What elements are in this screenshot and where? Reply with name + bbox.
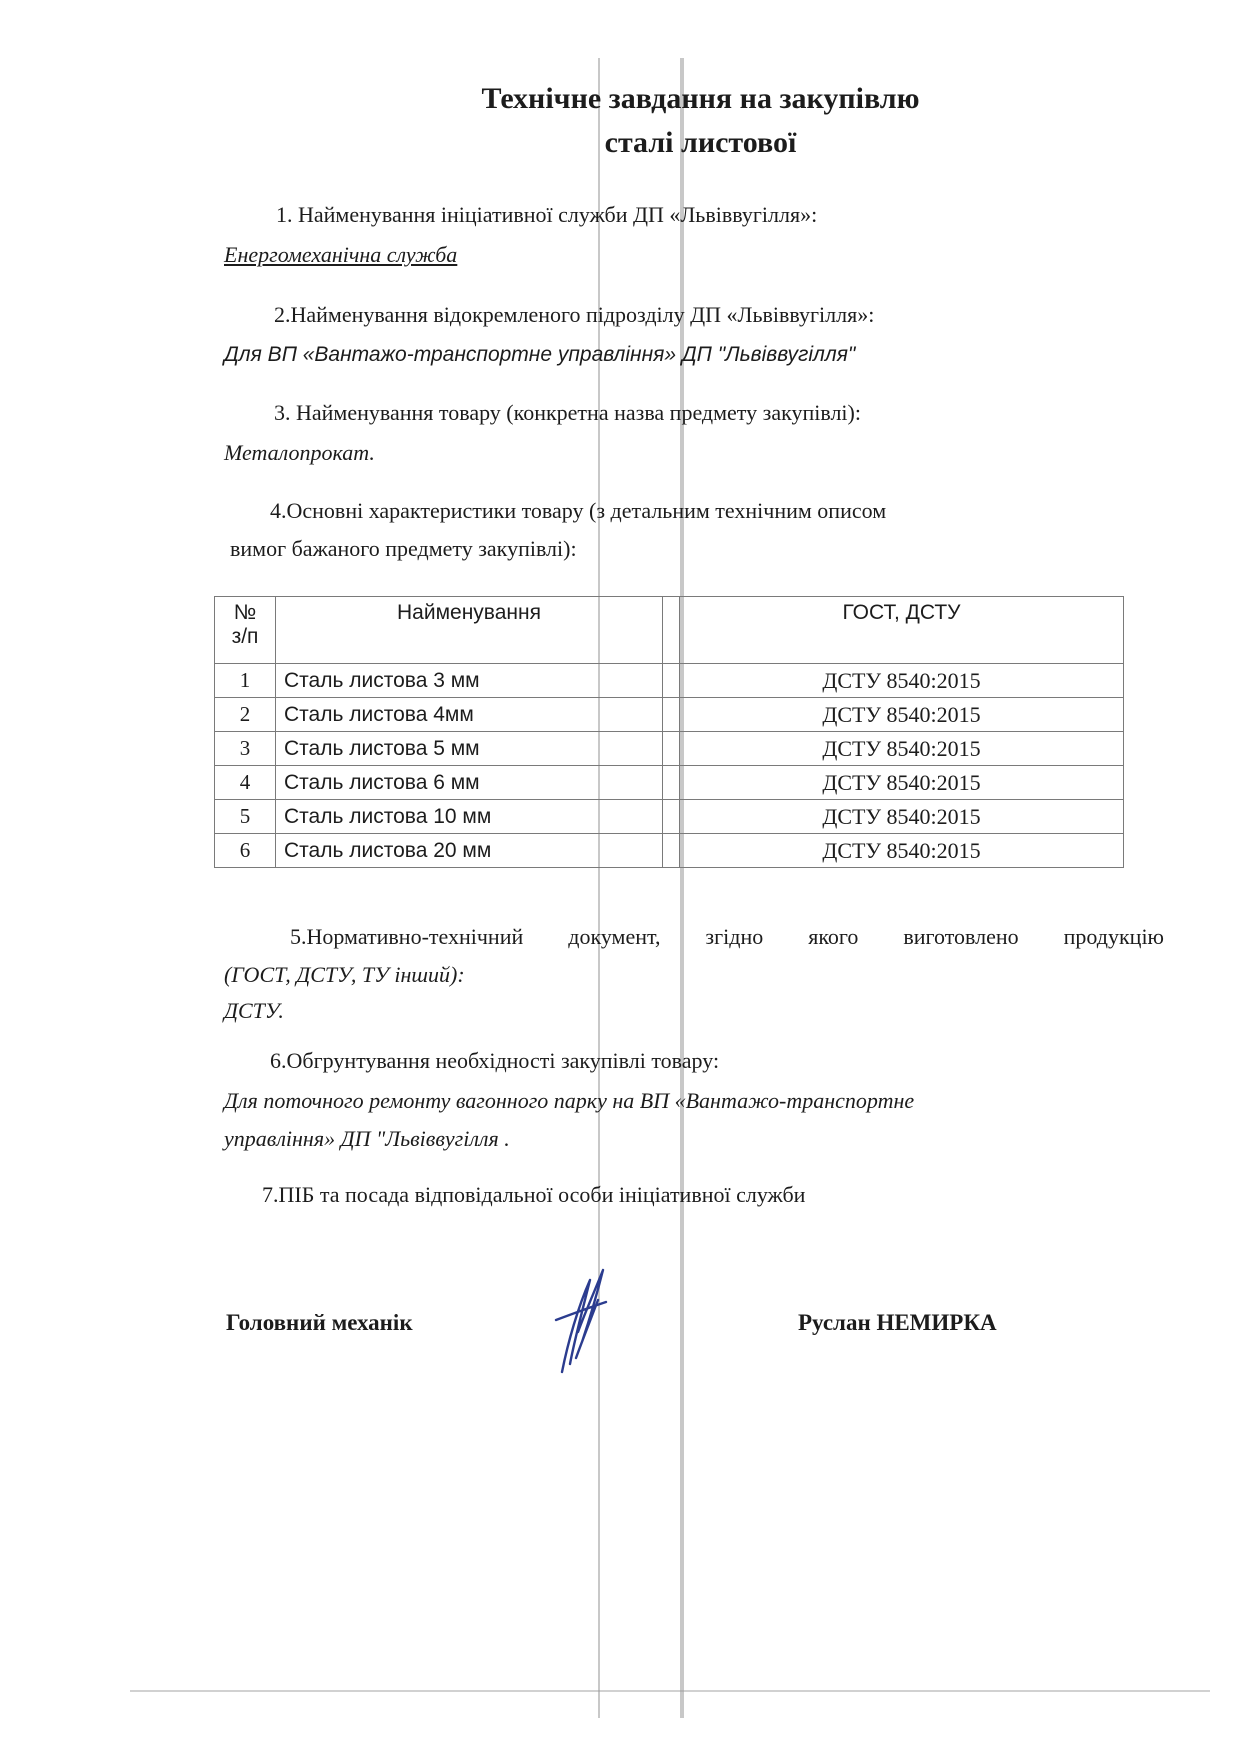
section-2-label: 2.Найменування відокремленого підрозділу ДП «Львіввугілля»: (274, 302, 875, 327)
row-name: Сталь листова 6 мм (276, 766, 663, 800)
row-spacer (663, 800, 680, 834)
row-spacer (663, 664, 680, 698)
row-standard: ДСТУ 8540:2015 (680, 664, 1124, 698)
section-3-value: Металопрокат. (224, 440, 375, 465)
row-name: Сталь листова 20 мм (276, 834, 663, 868)
row-name: Сталь листова 5 мм (276, 732, 663, 766)
section-3-label: 3. Найменування товару (конкретна назва предмету закупівлі): (274, 400, 861, 425)
row-name: Сталь листова 4мм (276, 698, 663, 732)
row-number: 5 (215, 800, 276, 834)
table-row (215, 732, 1124, 766)
header-number-line-1: № (233, 601, 257, 624)
specification-table (214, 596, 1124, 868)
row-number: 4 (215, 766, 276, 800)
header-name: Найменування (276, 597, 663, 664)
table-row (215, 766, 1124, 800)
section-6-value-line-2: управління» ДП "Львіввугілля . (224, 1126, 510, 1151)
section-4-line-2: вимог бажаного предмету закупівлі): (230, 536, 577, 561)
row-spacer (663, 766, 680, 800)
scan-edge-line (130, 1690, 1210, 1692)
section-1-label: 1. Найменування ініціативної служби ДП «Львіввугілля»: (276, 202, 818, 227)
row-standard: ДСТУ 8540:2015 (680, 732, 1124, 766)
section-6-value-line-1: Для поточного ремонту вагонного парку на ВП «Вантажо-транспортне (224, 1088, 915, 1113)
row-name: Сталь листова 10 мм (276, 800, 663, 834)
handwritten-signature (548, 1262, 618, 1382)
header-spacer (663, 597, 680, 664)
section-5-line-2: (ГОСТ, ДСТУ, ТУ інший): (224, 962, 465, 987)
section-7-label: 7.ПІБ та посада відповідальної особи ініціативної служби (262, 1182, 806, 1207)
row-standard: ДСТУ 8540:2015 (680, 800, 1124, 834)
row-standard: ДСТУ 8540:2015 (680, 698, 1124, 732)
row-number: 2 (215, 698, 276, 732)
table-header-row (215, 597, 1124, 664)
section-4-line-1: 4.Основні характеристики товару (з детальним технічним описом (270, 498, 887, 523)
table-row (215, 698, 1124, 732)
row-spacer (663, 834, 680, 868)
document-title-line-1: Технічне завдання на закупівлю (481, 82, 920, 115)
header-number (215, 597, 276, 664)
header-standard: ГОСТ, ДСТУ (680, 597, 1124, 664)
table-row (215, 834, 1124, 868)
section-5-line-1: 5.Нормативно-технічний документ, згідно якого виготовлено продукцію (290, 924, 1164, 949)
row-number: 6 (215, 834, 276, 868)
row-number: 3 (215, 732, 276, 766)
table-row (215, 664, 1124, 698)
row-standard: ДСТУ 8540:2015 (680, 834, 1124, 868)
document-title-line-2: сталі листової (604, 126, 797, 159)
row-number: 1 (215, 664, 276, 698)
section-5-value: ДСТУ. (224, 998, 284, 1023)
section-1-value: Енергомеханічна служба (224, 242, 458, 267)
header-number-line-2: з/п (231, 625, 259, 648)
row-spacer (663, 698, 680, 732)
row-spacer (663, 732, 680, 766)
signatory-name: Руслан НЕМИРКА (798, 1310, 997, 1335)
row-standard: ДСТУ 8540:2015 (680, 766, 1124, 800)
signatory-position: Головний механік (226, 1310, 413, 1335)
section-6-label: 6.Обгрунтування необхідності закупівлі товару: (270, 1048, 720, 1073)
section-2-value: Для ВП «Вантажо-транспортне управління» ДП "Львіввугілля" (224, 343, 856, 366)
table-row (215, 800, 1124, 834)
row-name: Сталь листова 3 мм (276, 664, 663, 698)
